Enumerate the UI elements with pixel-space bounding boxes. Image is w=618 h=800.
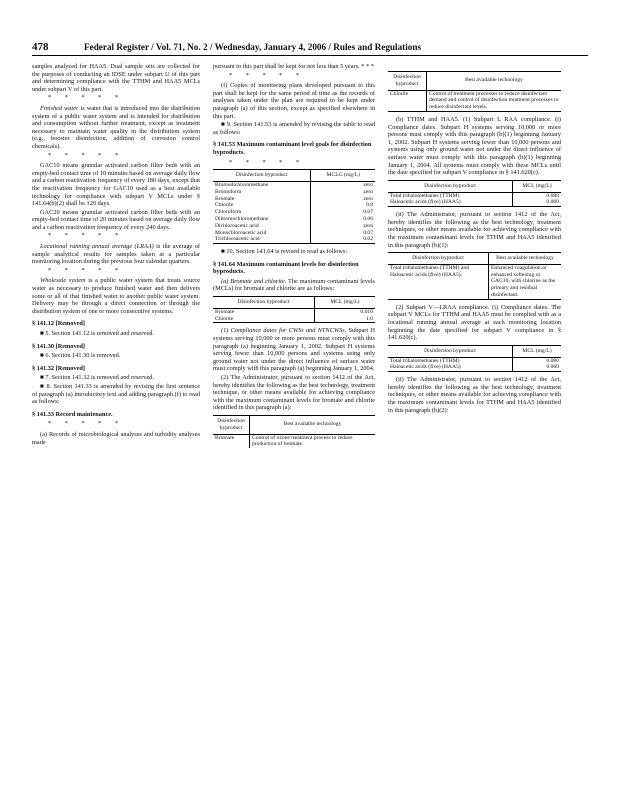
table-row: [213, 216, 375, 223]
table-cell: Chlorite: [388, 90, 427, 111]
table-cell: Dichloroacetic acid: [215, 222, 259, 229]
table-row: [388, 364, 561, 371]
table-row: [213, 223, 375, 230]
mcl-subpart-v-table: [388, 345, 561, 372]
paragraph-text: The maximum contaminant levels (MCLs) for bromate and chlorite are as follows:: [213, 277, 375, 293]
ellipsis-stars: * * * * *: [229, 158, 306, 166]
table-row: [213, 189, 375, 196]
definition-wholesale-system: [32, 277, 200, 315]
section-heading: § 141.33 Record maintenance.: [32, 410, 113, 418]
table-cell: 0.02: [311, 236, 375, 243]
table-cell: zero: [311, 181, 375, 188]
amendment: ■ 9. Section 141.53 is amended by revising the table to read as follows:: [213, 121, 375, 136]
paragraph: (2) Subpart V—LRAA compliance. (i) Compliance dates. The subpart V MCLs for TTHM and HAA5 must be complied with as a locational running annual average at each monitoring location beginning the date specified for subpart V compliance in § 141.620(c).: [388, 303, 561, 342]
paragraph: (a) Records of microbiological analyses and turbidity analyses made: [32, 430, 200, 446]
table-cell: Haloacetic acids (five) (HAA5): [388, 364, 513, 371]
column-1: [32, 63, 200, 447]
definition-gac10: GAC10 means granular activated carbon filter beds with an empty-bed contact time of 10 minutes based on average daily flow and a carbon reactivation frequency of every 180 days, except that the reactivation frequency for GAC10 used as a best available technology for compliance with subpart V MCLs under § 141.64(b)(2) shall be 120 days.: [32, 162, 200, 208]
table-cell: Monochloroacetic acid: [215, 229, 267, 236]
table-row: [388, 264, 561, 299]
defined-term: Wholesale system: [40, 277, 86, 285]
column-header: MCL (mg/L): [314, 297, 375, 309]
section-heading: § 141.12 [Removed]: [32, 320, 85, 328]
table-cell: Control of ozone treatment process to reduce production of bromate.: [250, 434, 376, 448]
page-number: 478: [32, 41, 49, 53]
definition-gac20: GAC20 means granular activated carbon filter beds with an empty-bed contact time of 20 minutes based on average daily flow and a carbon reactivation frequency of every 240 days.: [32, 208, 200, 231]
paragraph: [213, 327, 375, 373]
table-cell: 0.060: [513, 364, 562, 371]
running-head: Federal Register / Vol. 71, No. 2 / Wednesday, January 4, 2006 / Rules and Regulations: [84, 42, 422, 52]
paragraph: pursuant to this part shall be kept for not less than 5 years. * * *: [213, 63, 374, 70]
column-header: Disinfection byproduct: [213, 297, 314, 309]
table-row: [213, 230, 375, 237]
table-cell: Bromodichloromethane: [215, 181, 269, 188]
defined-term: Finished water: [40, 104, 79, 112]
table-cell: 0.07: [311, 230, 375, 237]
paragraph: (f) Copies of monitoring plans developed pursuant to this part shall be kept for the same period of time as the records of analyses taken under the plan are required to be kept under paragraph (a) of this section, except as specified elsewhere in this part.: [213, 82, 375, 120]
amendment: ■ 5. Section 141.12 is removed and reserved.: [40, 330, 154, 337]
paragraph: (2) The Administrator, pursuant to section 1412 of the Act, hereby identifies the following as the best technology, treatment technique, or other means available for achieving compliance with the maximum contaminant levels for bromate and chlorite identified in this paragraph (a):: [213, 374, 375, 412]
amendment: ■ 6. Section 141.30 is removed.: [40, 352, 121, 360]
section-heading: § 141.32 [Removed]: [32, 364, 85, 372]
table-cell: Haloacetic acids (five) (HAA5): [388, 199, 513, 206]
paragraph-text: Subpart H systems serving 10,000 or more persons must comply with this paragraph (a) beginning January 1, 2002. Subpart H systems serving fewer than 10,000 persons and systems using only ground water not under the direct influence of surface water must comply with this paragraph (a) beginning January 1, 2004.: [213, 327, 375, 373]
column-header: MCL (mg/L): [513, 180, 562, 192]
column-header: Disinfection byproduct: [213, 415, 250, 434]
mclg-table: [213, 169, 375, 244]
section-heading: § 141.64 Maximum contaminant levels for disinfection byproducts.: [213, 260, 359, 276]
column-header: Disinfection byproduct: [388, 72, 427, 91]
table-cell: zero: [311, 196, 375, 203]
definition-lraa: [32, 243, 200, 266]
page-header: [32, 41, 588, 56]
definition-finished-water: [32, 105, 200, 151]
table-cell: Trichloroacetic acid: [213, 236, 311, 243]
ellipsis-stars: * * * * *: [229, 71, 306, 79]
table-cell: 0.8: [311, 202, 375, 209]
bat-bromate-table: [213, 415, 375, 448]
paragraph: (ii) The Administrator, pursuant to section 1412 of the Act, hereby identifies the following as the best technology, treatment techniques, or other means available for achieving compliance with the maximum contaminant levels for TTHM and HAA5 identified in this paragraph (b)(1):: [388, 211, 561, 249]
section-heading: § 141.53 Maximum contaminant level goals for disinfection byproducts.: [213, 141, 372, 156]
ellipsis-stars: * * * * *: [48, 232, 125, 240]
table-cell: Total trihalomethanes (TTHM): [390, 192, 460, 199]
table-cell: Bromoform: [215, 188, 242, 195]
table-cell: Chloroform: [215, 209, 242, 216]
definition-text: is a public water system that treats source water as necessary to produce finished water and then delivers some or all of that finished water to another public water system. Delivery may be through a direct connection or through the distribution system of one or more consecutive systems.: [32, 277, 200, 315]
table-cell: Bromate: [215, 195, 235, 202]
paragraph-term: (1) Compliance dates for CWSs and NTNCWSs.: [221, 327, 347, 335]
table-cell: Control of treatment processes to reduce disinfectant demand and control of disinfection treatment processes to reduce disinfectant levels.: [427, 90, 562, 111]
table-cell: 0.080: [513, 357, 562, 364]
table-row: [213, 196, 375, 203]
bat-tthm-haa5-table: [388, 252, 561, 300]
table-cell: 0.010: [314, 308, 375, 315]
ellipsis-stars: * * * * *: [48, 420, 125, 428]
table-cell: Bromate: [215, 434, 235, 441]
table-cell: 0.060: [513, 199, 562, 206]
column-header: MCLG (mg/L): [311, 170, 375, 182]
column-header: MCL (mg/L): [513, 345, 562, 357]
column-header: Disinfection byproduct: [388, 180, 513, 192]
table-row: [388, 90, 561, 111]
column-header: Disinfection byproduct: [388, 253, 489, 265]
table-cell: Chlorite: [213, 316, 314, 323]
paragraph: (ii) The Administrator, pursuant to section 1412 of the Act, hereby identifies the following as the best technology, treatment techniques, or other means available for achieving compliance with the maximum contaminant levels for TTHM and HAA5 identified in this paragraph (b)(2):: [388, 376, 561, 414]
table-cell: 1.0: [314, 316, 375, 323]
definition-text: is water that is introduced into the distribution system of a public water system and is intended for distribution and consumption without further treatment, except as treatment necessary to maintain water quality in the distribution system (e.g., booster disinfection, addition of corrosion control chemicals).: [32, 104, 200, 150]
mcl-subpart-l-table: [388, 180, 561, 207]
column-header: Best available technology: [489, 253, 562, 265]
table-cell: 0.07: [311, 209, 375, 216]
section-heading: § 141.30 [Removed]: [32, 342, 85, 350]
ellipsis-stars: * * * * *: [48, 151, 125, 159]
table-row: [213, 181, 375, 188]
defined-term: Locational running annual average (LRAA): [40, 243, 154, 251]
column-header: Disinfection byproduct: [213, 170, 311, 182]
table-cell: 0.06: [311, 216, 375, 223]
table-cell: Enhanced coagulation or enhanced softening or GAC10, with chlorine as the primary and residual disinfectant.: [489, 264, 562, 299]
table-row: [213, 236, 375, 243]
paragraph-text: (1) Subpart L RAA compliance. (i) Compliance dates. Subpart H systems serving 10,000 or more persons must comply with this paragraph (b)(1) beginning January 1, 2002. Subpart H systems serving fewer than 10,000 persons and systems using only ground water not under the direct influence of surface water must comply with this paragraph (b)(1) beginning January 1, 2004. All systems must comply with these MCLs until the date specified for subpart V compliance in § 141.620(c).: [388, 115, 561, 177]
table-cell: Dibromochloromethane: [215, 215, 269, 222]
column-header: Best available technology: [250, 415, 376, 434]
paragraph: [388, 116, 561, 177]
amendment: ■ 7. Section 141.32 is removed and reserved.: [40, 374, 154, 382]
table-row: [213, 434, 375, 448]
table-cell: 0.080: [513, 192, 562, 199]
column-3: [388, 63, 561, 415]
table-row: [388, 199, 561, 206]
table-cell: zero: [311, 223, 375, 230]
mcl-bromate-chlorite-table: [213, 296, 375, 323]
table-row: [213, 209, 375, 216]
column-header: Disinfection byproduct: [388, 345, 513, 357]
amendment: ■ 8. Section 141.33 is amended by revising the first sentence of paragraph (a) introductory text and adding paragraph (f) to read as follows:: [32, 382, 200, 406]
table-cell: Total trihalomethanes (TTHM): [390, 357, 460, 364]
table-row: [213, 308, 375, 315]
ellipsis-stars: * * * * *: [48, 266, 125, 274]
table-cell: Chlorite: [215, 202, 234, 209]
amendment: ■ 10. Section 141.64 is revised to read as follows:: [221, 248, 348, 256]
paragraph: [213, 278, 375, 293]
table-cell: zero: [311, 189, 375, 196]
paragraph: samples analyzed for HAA5. Dual sample sets are collected for the purposes of conducting an IDSE under subpart U of this part and determining compliance with the TTHM and HAA5 MCLs under subpart V of this part.: [32, 63, 200, 93]
table-row: [213, 316, 375, 323]
column-header: Best available technology: [427, 72, 562, 91]
paragraph-term: (a) Bromate and chlorite.: [221, 277, 287, 285]
column-2: [213, 63, 375, 452]
table-cell: Bromate: [215, 308, 235, 315]
bat-chlorite-table: [388, 71, 561, 112]
paragraph-term: (b) TTHM and HAA5.: [396, 115, 460, 123]
table-cell: Total trihalomethanes (TTHM) and Haloacetic acids (five) (HAA5).: [388, 264, 489, 299]
definition-text: is the average of sample analytical results for samples taken at a particular monitoring location during the previous four calendar quarters.: [32, 243, 200, 266]
ellipsis-stars: * * * * *: [48, 94, 125, 102]
